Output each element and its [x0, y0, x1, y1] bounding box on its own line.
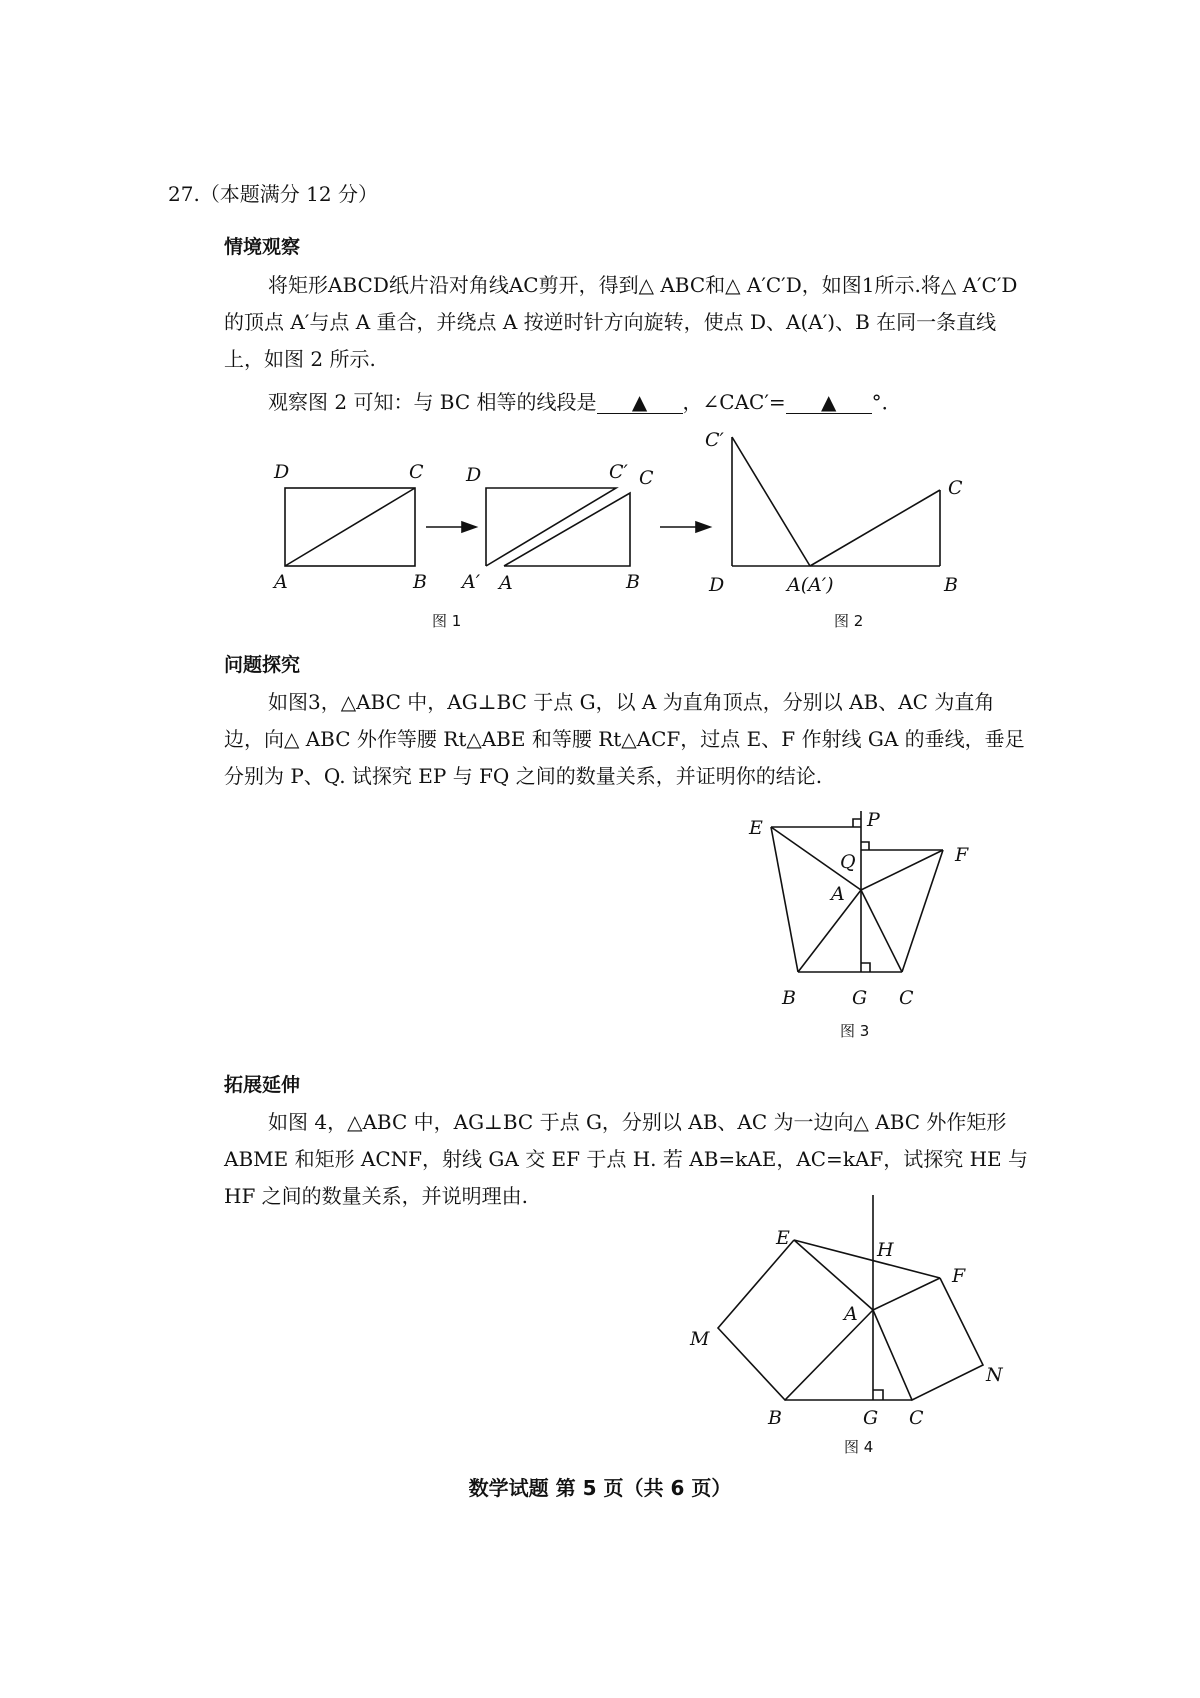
fig2-label-c: C [948, 477, 963, 499]
fig4-label-f: F [952, 1265, 966, 1287]
segment-c-prime-a [732, 437, 810, 566]
fig4-label-b: B [768, 1407, 782, 1429]
right-angle-mark-p [853, 819, 861, 827]
right-angle-mark-g [873, 1390, 883, 1400]
angle-label: ∠CAC′= [702, 390, 786, 414]
arrow-1-head [462, 522, 476, 532]
segment-eb [771, 827, 798, 972]
fig2-label-b: B [944, 574, 958, 596]
section-heading-observation: 情境观察 [224, 236, 301, 258]
fig2-label-a-a-prime: A(A′) [787, 574, 834, 596]
fig4-caption: 图 4 [844, 1438, 874, 1456]
fig3-label-b: B [782, 987, 796, 1009]
fig3-caption: 图 3 [840, 1022, 870, 1040]
fig4-label-e: E [776, 1227, 790, 1249]
comma: ， [682, 390, 703, 414]
right-angle-mark-q [861, 842, 869, 850]
fig4-label-a: A [844, 1303, 858, 1325]
triangle-abc [504, 493, 630, 566]
score-note: （本题满分 12 分） [199, 182, 378, 206]
segment-ab [798, 890, 861, 972]
fig3-label-f: F [955, 844, 969, 866]
observe-prefix: 观察图 2 可知：与 BC 相等的线段是 [268, 390, 597, 414]
segment-ac [810, 490, 940, 566]
fig3-label-a: A [831, 883, 845, 905]
fig1-label-a-prime: A′ [462, 571, 481, 593]
fig3-label-c: C [899, 987, 914, 1009]
fig1-label-a: A [274, 571, 288, 593]
fig4-label-c: C [909, 1407, 924, 1429]
figure-1 [285, 488, 710, 566]
figure-4 [718, 1195, 983, 1400]
figure-2 [732, 437, 940, 566]
segment-ac [861, 890, 902, 972]
fig1-label-b: B [413, 571, 427, 593]
fig4-label-h: H [877, 1239, 894, 1261]
degree-suffix: °． [871, 390, 902, 414]
section-heading-extension: 拓展延伸 [224, 1074, 301, 1096]
triangle-mark-icon: ▲ [631, 390, 648, 414]
figure-3 [771, 811, 943, 972]
arrow-2-head [696, 522, 710, 532]
fig1-label-b2: B [626, 571, 640, 593]
fig3-label-g: G [852, 987, 868, 1009]
section1-paragraph: 将矩形ABCD纸片沿对角线AC剪开，得到△ ABC和△ A′C′D，如图1所示.将△ A′C′D的顶点 A′与点 A 重合，并绕点 A 按逆时针方向旋转，使点 D、A(A′)、B 在同一条直线上，如图 2 所示. [224, 273, 1018, 371]
right-angle-mark-g [861, 963, 870, 972]
fig1-label-a2: A [499, 572, 513, 594]
rectangle-acnf [873, 1278, 983, 1400]
fig4-label-g: G [863, 1407, 879, 1429]
question-number: 27. [168, 182, 200, 206]
fig1-caption: 图 1 [432, 612, 462, 630]
fig3-label-e: E [749, 817, 763, 839]
diagonal-ac [285, 488, 415, 566]
page-footer: 数学试题 第 5 页（共 6 页） [468, 1476, 732, 1500]
fig1-label-d2: D [466, 464, 482, 486]
fig2-caption: 图 2 [834, 612, 864, 630]
fig1-label-c: C [409, 461, 424, 483]
fig3-label-p: P [867, 809, 880, 831]
triangle-a-prime-c-prime-d [486, 488, 616, 566]
section2-paragraph: 如图3，△ABC 中，AG⊥BC 于点 G，以 A 为直角顶点，分别以 AB、AC 为直角边，向△ ABC 外作等腰 Rt△ABE 和等腰 Rt△ACF，过点 E、F 作射线 GA 的垂线，垂足分别为 P、Q. 试探究 EP 与 FQ 之间的数量关系，并证明你的结论. [224, 690, 1025, 788]
fig1-label-c2: C [639, 467, 654, 489]
fig2-label-d: D [709, 574, 725, 596]
fig4-label-n: N [986, 1364, 1003, 1386]
fig1-label-d: D [274, 461, 290, 483]
section3-paragraph: 如图 4，△ABC 中，AG⊥BC 于点 G，分别以 AB、AC 为一边向△ ABC 外作矩形 ABME 和矩形 ACNF，射线 GA 交 EF 于点 H. 若 AB=kAE，AC=kAF，试探究 HE 与 HF 之间的数量关系，并说明理由. [224, 1110, 1029, 1208]
segment-af [861, 850, 943, 890]
fig4-label-m: M [690, 1328, 710, 1350]
section-heading-exploration: 问题探究 [224, 654, 301, 676]
fig1-label-c-prime: C′ [609, 461, 628, 483]
triangle-mark-icon: ▲ [820, 390, 837, 414]
fig3-label-q: Q [840, 851, 856, 873]
segment-fc [902, 850, 943, 972]
segment-af [873, 1278, 940, 1310]
fig2-label-c-prime: C′ [705, 429, 724, 451]
